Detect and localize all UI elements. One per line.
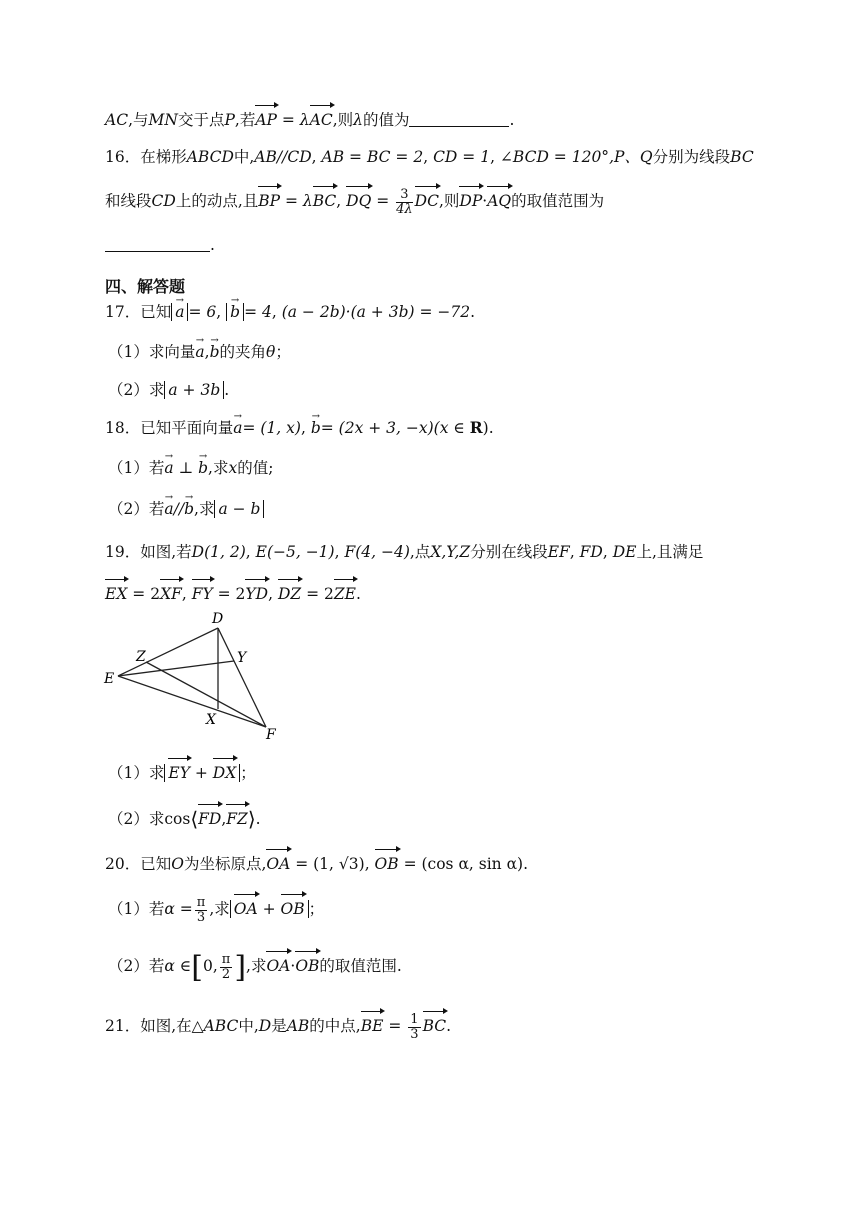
q19-stem-line2: EX = 2XF, FY = 2YD, DZ = 2ZE. [105,578,800,607]
q20-part2: （2）若α ∈[0, $\frac{\pi}{2}$ ],求OA·OB的取值范围. [108,950,402,985]
fraction: $\frac{\pi}{3}$ [196,894,206,925]
q21-stem: 21．如图,在△ABC中,D是AB的中点,BE = $\frac{1}{3}$ BC. [105,1011,452,1042]
q15-tail: AC,与MN交于点P,若AP = λAC,则λ的值为 . [105,104,800,133]
section-heading: 四、解答题 [105,277,186,296]
label-F: F [266,727,276,743]
q20-stem: 20．已知O为坐标原点,OA = (1, √3), OB = (cos α, sin α). [105,848,800,877]
label-Z: Z [136,649,146,665]
q17-stem: 17．已知→ a = 6, → b = 4, (a − 2b)·(a + 3b) = −72. [105,299,800,325]
segment-EF [118,676,266,727]
q17-part1: （1）求向量→ a,→ b的夹角θ； [108,339,800,365]
q17-part2: （2）求 a + 3b . [108,381,230,399]
q19-part1: （1）求 EY + DX ； [108,757,800,786]
fraction: $\frac{3}{4\lambda}$ [396,186,413,217]
label-E: E [104,671,115,687]
answer-blank[interactable] [409,108,509,127]
q20-part1: （1）若α = $\frac{\pi}{3}$ ,求 OA + OB ； [108,894,325,925]
q16-line3: . [105,232,800,258]
q18-part1: （1）若→ a ⊥ → b,求x的值; [108,455,800,481]
label-X: X [206,712,216,728]
fraction: $\frac{\pi}{2}$ [221,951,231,982]
q18-part2: （2）若→ a//→ b,求 a − b [108,496,800,522]
q18-stem: 18．已知平面向量→ a= (1, x), → b= (2x + 3, −x)(x ∈ R). [105,415,800,441]
answer-blank[interactable] [105,233,210,252]
segment-ED [118,628,218,676]
label-Y: Y [237,650,247,666]
q16-line2: 和线段CD上的动点,且BP = λBC, DQ = $\frac{3}{4\lambda}$ DC,则DP·AQ的取值范围为 [105,186,605,217]
segment-DF [218,628,266,727]
label-D: D [212,611,224,627]
q19-stem-line1: 19．如图,若D(1, 2), E(−5, −1), F(4, −4),点X,Y,Z分别在线段EF, FD, DE上,且满足 [105,543,704,561]
triangle-figure [100,606,300,746]
q16-line1: 16．在梯形ABCD中,AB//CD, AB = BC = 2, CD = 1, ∠BCD = 120°,P、Q分别为线段BC [105,148,754,166]
q19-part2: （2）求cos⟨FD,FZ⟩. [108,803,800,832]
fraction: $\frac{1}{3}$ [410,1011,419,1042]
